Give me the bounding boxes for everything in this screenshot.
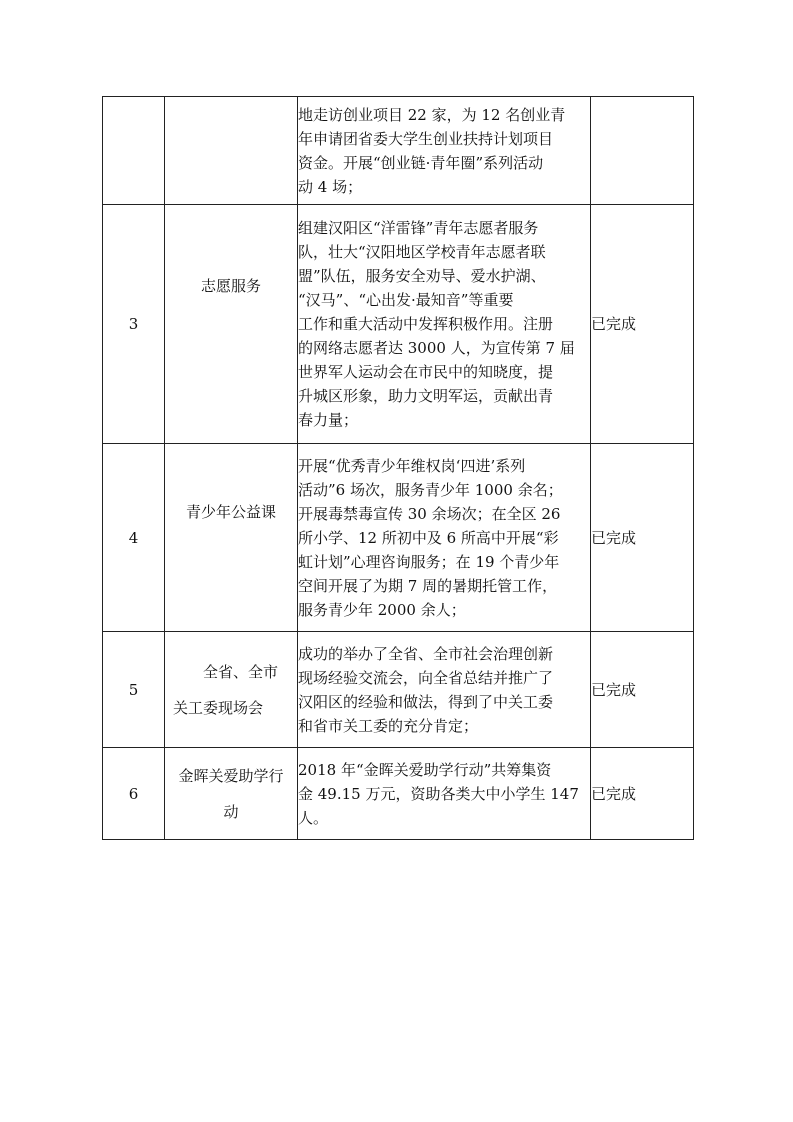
item-name-line: 关工委现场会 — [173, 698, 264, 717]
table-row — [103, 97, 694, 205]
content-line: 空间开展了为期 7 周的暑期托管工作， — [298, 576, 558, 595]
item-content — [298, 632, 591, 748]
content-line: 年申请团省委大学生创业扶持计划项目 — [298, 129, 554, 148]
content-line: 组建汉阳区“洋雷锋”青年志愿者服务 — [298, 219, 539, 237]
content-line: 开展毒禁毒宣传 30 余场次；在全区 26 — [298, 504, 561, 523]
item-name — [165, 444, 298, 632]
item-name — [165, 97, 298, 205]
table-row — [103, 748, 694, 840]
item-status: 已完成 — [591, 205, 694, 444]
item-content — [298, 748, 591, 840]
row-number: 4 — [103, 444, 165, 632]
row-number: 5 — [103, 632, 165, 748]
item-name — [165, 632, 298, 748]
table-row — [103, 632, 694, 748]
content-line: 2018 年“金晖关爱助学行动”共筹集资 — [298, 760, 552, 779]
table-row — [103, 444, 694, 632]
content-line: 汉阳区的经验和做法，得到了中关工委 — [298, 692, 554, 711]
content-line: 所小学、12 所初中及 6 所高中开展“彩 — [298, 528, 559, 547]
content-line: 盟”队伍，服务安全劝导、爱水护湖、 — [298, 267, 546, 285]
content-line: 工作和重大活动中发挥积极作用。注册 — [298, 315, 554, 333]
content-line: 世界军人运动会在市民中的知晓度，提 — [298, 363, 554, 381]
item-name-line: 动 — [223, 802, 239, 821]
content-line: 地走访创业项目 22 家，为 12 名创业青 — [298, 105, 566, 124]
item-name-line: 金晖关爱助学行 — [178, 766, 284, 785]
content-line: 和省市关工委的充分肯定； — [298, 716, 479, 735]
item-status: 已完成 — [591, 632, 694, 748]
content-line: 动 4 场； — [298, 177, 363, 196]
table-row — [103, 205, 694, 444]
content-line: 金 49.15 万元，资助各类大中小学生 147 — [298, 784, 579, 803]
item-content — [298, 205, 591, 444]
item-content — [298, 444, 591, 632]
content-line: 人。 — [298, 808, 329, 827]
item-content — [298, 97, 591, 205]
content-line: 资金。开展“创业链·青年圈”系列活动 — [298, 153, 544, 172]
item-status: 已完成 — [591, 444, 694, 632]
content-line: 开展“优秀青少年维权岗‘四进’系列 — [298, 456, 526, 475]
content-line: 服务青少年 2000 余人； — [298, 600, 466, 619]
item-status: 已完成 — [591, 748, 694, 840]
item-name-line: 青少年公益课 — [185, 502, 276, 521]
content-line: 成功的举办了全省、全市社会治理创新 — [298, 644, 554, 663]
content-line: 队，壮大“汉阳地区学校青年志愿者联 — [298, 243, 546, 261]
item-name — [165, 205, 298, 444]
content-line: 虹计划”心理咨询服务；在 19 个青少年 — [298, 552, 560, 571]
item-name — [165, 748, 298, 840]
row-number: 6 — [103, 748, 165, 840]
item-status — [591, 97, 694, 205]
content-line: “汉马”、“心出发·最知音”等重要 — [298, 291, 514, 309]
item-name-line: 志愿服务 — [200, 277, 261, 295]
work-summary-table — [102, 96, 694, 840]
row-number: 3 — [103, 205, 165, 444]
item-name-line-text: 全省、全市 — [203, 662, 279, 681]
content-line: 活动”6 场次，服务青少年 1000 余名； — [298, 480, 563, 499]
row-number — [103, 97, 165, 205]
content-line: 升城区形象，助力文明军运，贡献出青 — [298, 387, 554, 405]
content-line: 的网络志愿者达 3000 人，为宣传第 7 届 — [298, 339, 575, 357]
item-name-line — [173, 654, 297, 690]
content-line: 春力量； — [298, 411, 359, 429]
content-line: 现场经验交流会，向全省总结并推广了 — [298, 668, 554, 687]
